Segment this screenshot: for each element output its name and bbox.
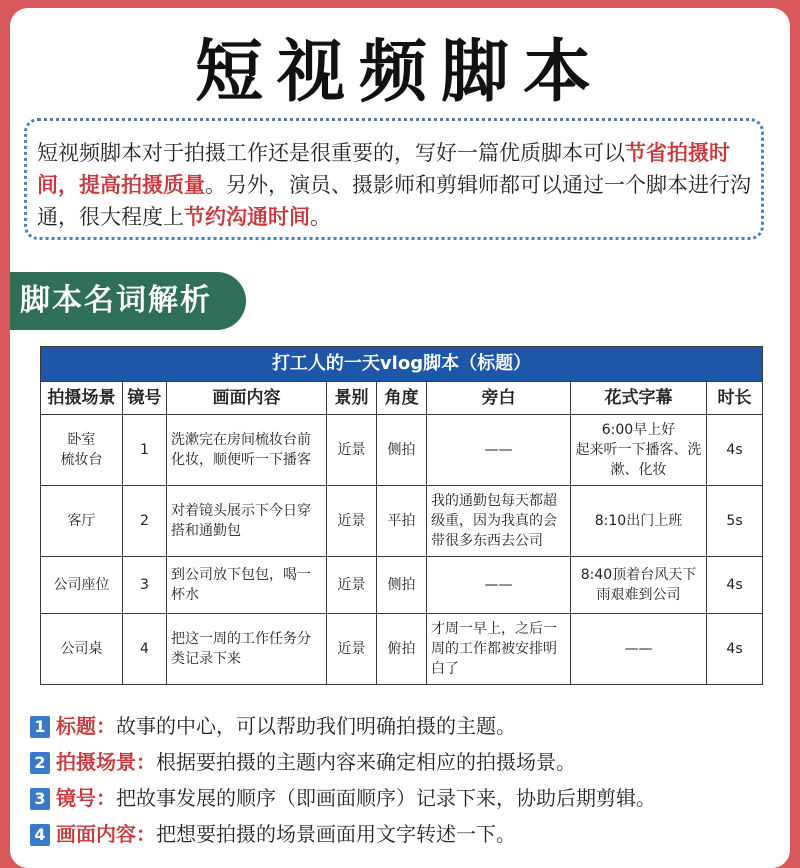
intro-text-1: 短视频脚本对于拍摄工作还是很重要的，写好一篇优质脚本可以 bbox=[37, 141, 625, 165]
cell-size: 近景 bbox=[327, 486, 377, 557]
cell-content: 到公司放下包包，喝一杯水 bbox=[167, 557, 327, 614]
note-text: 根据要拍摄的主题内容来确定相应的拍摄场景。 bbox=[156, 750, 576, 774]
cell-shot: 2 bbox=[123, 486, 167, 557]
intro-highlight-2: 节约沟通时间 bbox=[184, 205, 310, 229]
cell-voiceover: 我的通勤包每天都超级重，因为我真的会带很多东西去公司 bbox=[427, 486, 571, 557]
col-header-voiceover: 旁白 bbox=[427, 382, 571, 415]
number-badge-icon: 4 bbox=[30, 824, 50, 846]
col-header-shot: 镜号 bbox=[123, 382, 167, 415]
cell-subtitle: 8:40顶着台风天下雨艰难到公司 bbox=[571, 557, 707, 614]
cell-shot: 1 bbox=[123, 415, 167, 486]
cell-shot: 3 bbox=[123, 557, 167, 614]
intro-highlight-1: 节省拍摄时间，提高拍摄质量 bbox=[37, 141, 730, 197]
note-term: 拍摄场景： bbox=[56, 750, 156, 774]
intro-text-2: 。另外，演员、摄影师和剪辑师都可以通过一个脚本进行沟通，很大程度上 bbox=[37, 173, 751, 229]
glossary-notes bbox=[30, 708, 780, 852]
page-title: 短视频脚本 bbox=[194, 33, 605, 112]
cell-scene: 卧室 梳妆台 bbox=[41, 415, 123, 486]
cell-duration: 4s bbox=[707, 557, 763, 614]
cell-voiceover: —— bbox=[427, 415, 571, 486]
number-badge-icon: 2 bbox=[30, 752, 50, 774]
note-item bbox=[30, 780, 780, 816]
cell-angle: 侧拍 bbox=[377, 415, 427, 486]
table-row bbox=[41, 557, 763, 614]
note-text: 把想要拍摄的场景画面用文字转述一下。 bbox=[156, 822, 516, 846]
cell-scene: 客厅 bbox=[41, 486, 123, 557]
table-row bbox=[41, 614, 763, 685]
cell-angle: 平拍 bbox=[377, 486, 427, 557]
intro-box bbox=[24, 118, 764, 240]
table-caption-row bbox=[41, 347, 763, 382]
table-row bbox=[41, 486, 763, 557]
intro-text-3: 。 bbox=[310, 205, 331, 229]
section-tag: 脚本名词解析 bbox=[10, 272, 246, 330]
cell-duration: 4s bbox=[707, 614, 763, 685]
col-header-scene: 拍摄场景 bbox=[41, 382, 123, 415]
note-text: 把故事发展的顺序（即画面顺序）记录下来，协助后期剪辑。 bbox=[116, 786, 656, 810]
table-row bbox=[41, 415, 763, 486]
cell-subtitle: —— bbox=[571, 614, 707, 685]
note-term: 镜号： bbox=[56, 786, 116, 810]
table-caption: 打工人的一天vlog脚本（标题） bbox=[41, 347, 763, 382]
script-table bbox=[40, 346, 763, 685]
cell-subtitle: 8:10出门上班 bbox=[571, 486, 707, 557]
note-item bbox=[30, 744, 780, 780]
cell-duration: 4s bbox=[707, 415, 763, 486]
cell-content: 对着镜头展示下今日穿搭和通勤包 bbox=[167, 486, 327, 557]
document-card bbox=[10, 8, 790, 868]
col-header-subtitle: 花式字幕 bbox=[571, 382, 707, 415]
cell-size: 近景 bbox=[327, 557, 377, 614]
note-term: 标题： bbox=[56, 714, 116, 738]
col-header-angle: 角度 bbox=[377, 382, 427, 415]
cell-angle: 俯拍 bbox=[377, 614, 427, 685]
note-item bbox=[30, 708, 780, 744]
number-badge-icon: 3 bbox=[30, 788, 50, 810]
cell-scene: 公司桌 bbox=[41, 614, 123, 685]
cell-shot: 4 bbox=[123, 614, 167, 685]
cell-scene: 公司座位 bbox=[41, 557, 123, 614]
note-item bbox=[30, 816, 780, 852]
cell-voiceover: —— bbox=[427, 557, 571, 614]
cell-subtitle: 6:00早上好 起来听一下播客、洗漱、化妆 bbox=[571, 415, 707, 486]
note-text: 故事的中心，可以帮助我们明确拍摄的主题。 bbox=[116, 714, 516, 738]
cell-content: 洗漱完在房间梳妆台前化妆，顺便听一下播客 bbox=[167, 415, 327, 486]
cell-content: 把这一周的工作任务分类记录下来 bbox=[167, 614, 327, 685]
cell-size: 近景 bbox=[327, 415, 377, 486]
cell-voiceover: 才周一早上，之后一周的工作都被安排明白了 bbox=[427, 614, 571, 685]
col-header-duration: 时长 bbox=[707, 382, 763, 415]
number-badge-icon: 1 bbox=[30, 716, 50, 738]
table-header-row bbox=[41, 382, 763, 415]
col-header-content: 画面内容 bbox=[167, 382, 327, 415]
cell-angle: 侧拍 bbox=[377, 557, 427, 614]
note-term: 画面内容： bbox=[56, 822, 156, 846]
col-header-size: 景别 bbox=[327, 382, 377, 415]
cell-size: 近景 bbox=[327, 614, 377, 685]
cell-duration: 5s bbox=[707, 486, 763, 557]
